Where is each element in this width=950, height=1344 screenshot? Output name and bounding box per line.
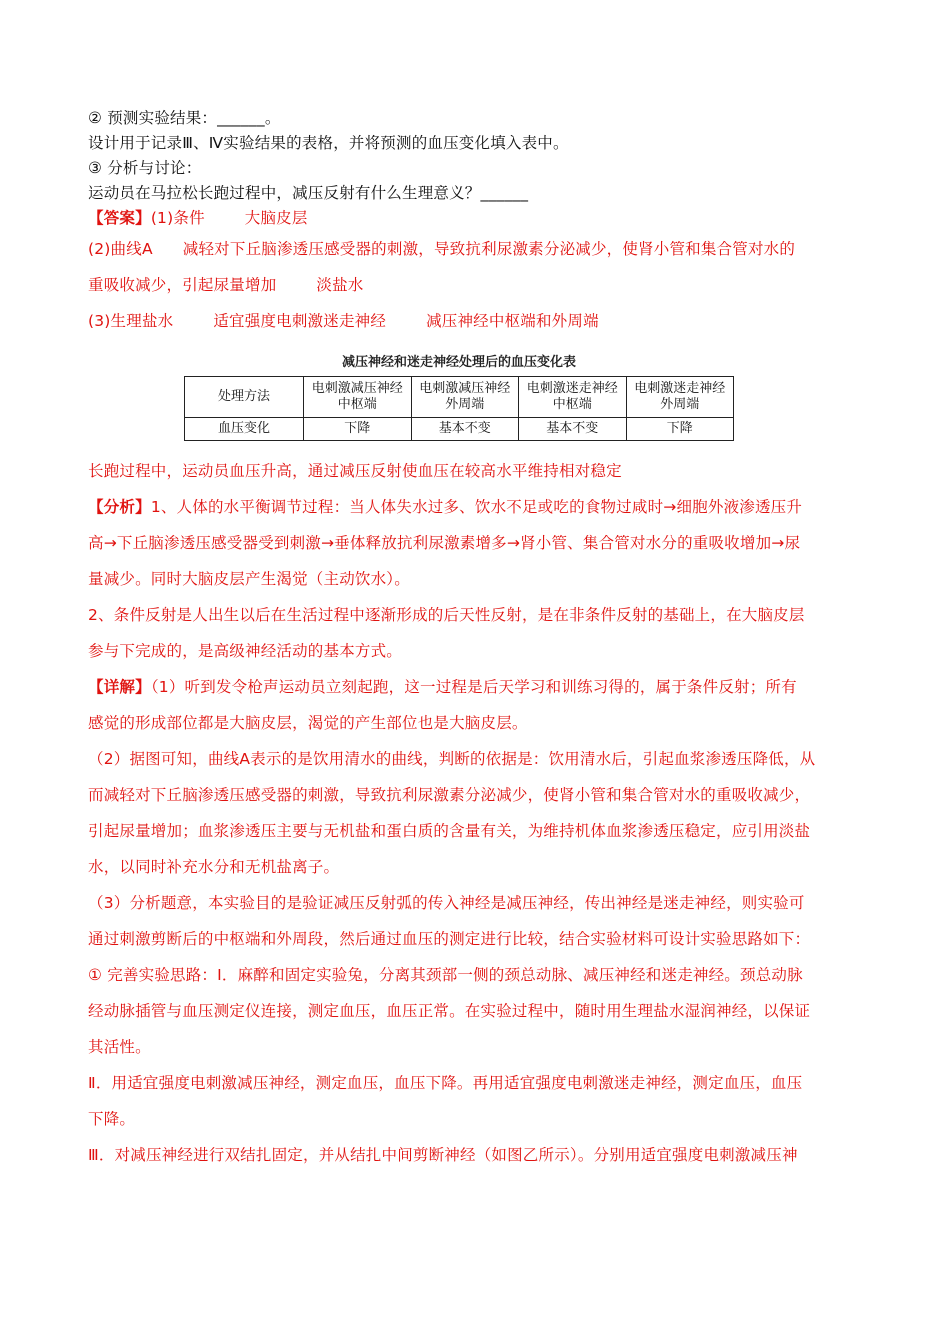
detail-d2-l4: 水，以同时补充水分和无机盐离子。 [88, 858, 340, 876]
analysis-p1-l3: 量减少。同时大脑皮层产生渴觉（主动饮水）。 [88, 570, 410, 588]
answer-3-num: (3)生理盐水 [88, 312, 174, 330]
answer-line-2 [88, 231, 864, 267]
table-row [185, 418, 734, 441]
blood-pressure-table [184, 376, 734, 441]
row-value-1: 下降 [304, 418, 412, 441]
detail-d3-l6: Ⅱ．用适宜强度电刺激减压神经，测定血压，血压下降。再用适宜强度电刺激迷走神经，测定血压，血压 [88, 1074, 803, 1092]
design-line: 设计用于记录Ⅲ、Ⅳ实验结果的表格，并将预测的血压变化填入表中。 [88, 134, 569, 152]
answer-3-c: 减压神经中枢端和外周端 [426, 312, 599, 330]
long-run-answer: 长跑过程中，运动员血压升高，通过减压反射使血压在较高水平维持相对稳定 [88, 462, 622, 480]
table-header-row [185, 377, 734, 418]
answer-1-b: 大脑皮层 [244, 209, 308, 227]
header-col-1: 电刺激减压神经中枢端 [304, 377, 412, 418]
answer-2-cont: 重吸收减少，引起尿量增加 [88, 276, 277, 294]
answer-2-num: (2)曲线A [88, 240, 153, 258]
marathon-question: 运动员在马拉松长跑过程中，减压反射有什么生理意义？______ [88, 184, 529, 202]
analysis-discussion-head: ③ 分析与讨论： [88, 159, 202, 177]
detail-d3-l5: 其活性。 [88, 1038, 151, 1056]
header-col-4: 电刺激迷走神经外周端 [626, 377, 734, 418]
blood-pressure-table-block [184, 351, 734, 441]
detail-d3-l3: ① 完善实验思路：Ⅰ．麻醉和固定实验兔，分离其颈部一侧的颈总动脉、减压神经和迷走神经。颈总动脉 [88, 966, 803, 984]
row-value-2: 基本不变 [411, 418, 519, 441]
answer-2-text: 减轻对下丘脑渗透压感受器的刺激，导致抗利尿激素分泌减少，使肾小管和集合管对水的 [182, 240, 796, 258]
detail-d1-l1: （1）听到发令枪声运动员立刻起跑，这一过程是后天学习和训练习得的，属于条件反射；所有 [150, 678, 797, 696]
detail-d1-l2: 感觉的形成部位都是大脑皮层，渴觉的产生部位也是大脑皮层。 [88, 714, 528, 732]
analysis-p1-l1: 1、人体的水平衡调节过程：当人体失水过多、饮水不足或吃的食物过咸时→细胞外液渗透压升 [150, 498, 803, 516]
header-col-2: 电刺激减压神经外周端 [411, 377, 519, 418]
answer-2-b: 淡盐水 [316, 276, 364, 294]
row-label: 血压变化 [185, 418, 304, 441]
analysis-p2-l1: 2、条件反射是人出生以后在生活过程中逐渐形成的后天性反射，是在非条件反射的基础上，在大脑皮层 [88, 606, 805, 624]
detail-d3-l4: 经动脉插管与血压测定仪连接，测定血压，血压正常。在实验过程中，随时用生理盐水湿润神经，以保证 [88, 1002, 811, 1020]
row-value-3: 基本不变 [519, 418, 627, 441]
predict-line: ② 预测实验结果：______。 [88, 109, 281, 127]
detail-tag: 【详解】 [88, 678, 151, 696]
analysis-p1-l2: 高→下丘脑渗透压感受器受到刺激→垂体释放抗利尿激素增多→肾小管、集合管对水分的重吸收增加→尿 [88, 534, 801, 552]
header-col-3: 电刺激迷走神经中枢端 [519, 377, 627, 418]
analysis-p2-l2: 参与下完成的，是高级神经活动的基本方式。 [88, 642, 403, 660]
detail-d2-l3: 引起尿量增加；血浆渗透压主要与无机盐和蛋白质的含量有关，为维持机体血浆渗透压稳定，应引用淡盐 [88, 822, 811, 840]
answer-line-2-cont [88, 267, 864, 303]
detail-d3-l8: Ⅲ．对减压神经进行双结扎固定，并从结扎中间剪断神经（如图乙所示）。分别用适宜强度电刺激减压神 [88, 1146, 798, 1164]
analysis-tag: 【分析】 [88, 498, 151, 516]
detail-d3-l7: 下降。 [88, 1110, 136, 1128]
answer-1-num: (1)条件 [150, 209, 205, 227]
document-page [88, 106, 864, 1173]
row-value-4: 下降 [626, 418, 734, 441]
answer-line-3 [88, 303, 864, 339]
detail-line-1 [88, 669, 864, 705]
answer-line-1 [88, 206, 864, 231]
answer-tag: 【答案】 [88, 209, 151, 227]
header-method: 处理方法 [185, 377, 304, 418]
analysis-line-1 [88, 489, 864, 525]
detail-d2-l1: （2）据图可知，曲线A表示的是饮用清水的曲线，判断的依据是：饮用清水后，引起血浆渗透压降低，从 [88, 750, 816, 768]
table-title: 减压神经和迷走神经处理后的血压变化表 [341, 355, 576, 370]
detail-d3-l1: （3）分析题意，本实验目的是验证减压反射弧的传入神经是减压神经，传出神经是迷走神经，则实验可 [88, 894, 805, 912]
detail-d3-l2: 通过刺激剪断后的中枢端和外周段，然后通过血压的测定进行比较，结合实验材料可设计实验思路如下： [88, 930, 811, 948]
detail-d2-l2: 而减轻对下丘脑渗透压感受器的刺激，导致抗利尿激素分泌减少，使肾小管和集合管对水的重吸收减少， [88, 786, 811, 804]
answer-3-b: 适宜强度电刺激迷走神经 [213, 312, 387, 330]
